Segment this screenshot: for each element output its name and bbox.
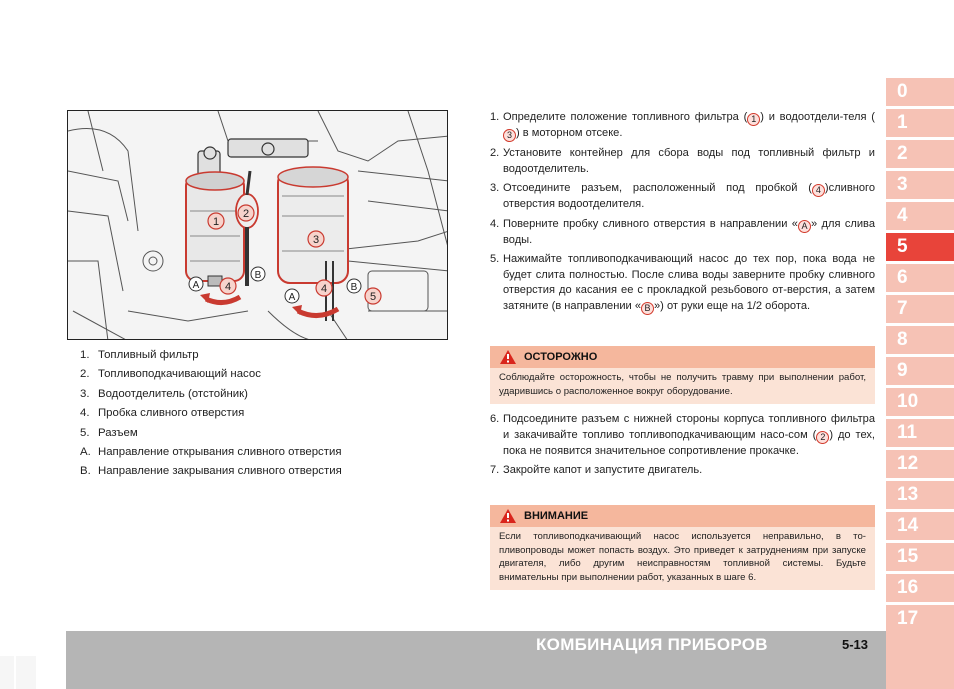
step-number: 5. [490, 253, 500, 265]
figure-legend [80, 346, 440, 482]
direction-b-left-label: B [254, 270, 262, 281]
page-number: 5-13 [842, 637, 869, 652]
direction-a-right [285, 289, 299, 303]
section-title: КОМБИНАЦИЯ ПРИБОРОВ [536, 635, 768, 654]
step-item [490, 146, 875, 177]
step-item [490, 252, 875, 315]
step-item [490, 463, 875, 479]
direction-b-right-label: B [350, 282, 358, 293]
engine-bay-drawing [68, 111, 448, 340]
step-text: Нажимайте топливоподкачивающий насос до тех пор, пока вода не будет слита полностью. После слива воды заверните пробку сливного отверстия до касания ее с прокладкой резьбового от-верстия, а затем затяните (в направлении « B ») от руки еще на 1/2 оборота. [503, 253, 875, 313]
callout-inline-b: B [641, 302, 654, 315]
callout-4-left [220, 278, 236, 294]
legend-text: Пробка сливного отверстия [98, 407, 245, 420]
step-text: Определите положение топливного фильтра ( 1 ) и водоотдели-теля (3 ) в моторном отсеке. [503, 111, 875, 140]
callout-5-label: 5 [369, 291, 377, 303]
legend-text: Направление закрывания сливного отверстия [98, 465, 342, 478]
callout-4-right-label: 4 [320, 283, 328, 295]
tab-chapter-12[interactable]: 12 [886, 450, 954, 478]
callout-1-label: 1 [212, 216, 220, 228]
step-text: Поверните пробку сливного отверстия в направлении « A » для слива воды. [503, 217, 875, 246]
step-number: 3. [490, 182, 500, 194]
corner-block [0, 656, 36, 689]
step-text: Закройте капот и запустите двигатель. [503, 464, 703, 476]
tab-chapter-2[interactable]: 2 [886, 140, 954, 168]
tab-chapter-15[interactable]: 15 [886, 543, 954, 571]
direction-a-left-label: A [192, 280, 200, 291]
callout-2-label: 2 [242, 208, 250, 220]
caution-header [490, 505, 875, 527]
callout-4-right [316, 280, 332, 296]
tab-chapter-11[interactable]: 11 [886, 419, 954, 447]
legend-item [80, 424, 440, 443]
callout-inline-1: 1 [747, 113, 760, 126]
tab-chapter-14[interactable]: 14 [886, 512, 954, 540]
callout-3-label: 3 [312, 234, 320, 246]
warning-triangle-icon [500, 509, 516, 523]
step-number: 7. [490, 464, 500, 476]
caution-title: ВНИМАНИЕ [524, 510, 589, 522]
tab-chapter-13[interactable]: 13 [886, 481, 954, 509]
direction-a-left [189, 277, 203, 291]
callout-3 [308, 231, 324, 247]
callout-inline-2: 2 [816, 431, 829, 444]
legend-key: 3. [80, 387, 90, 400]
tab-chapter-5[interactable]: 5 [886, 233, 954, 261]
legend-item [80, 404, 440, 423]
direction-a-right-label: A [288, 292, 296, 303]
legend-key: 1. [80, 349, 90, 361]
step-text: Отсоедините разъем, расположенный под пробкой ( 4 )сливного отверстия водоотделителя. [503, 182, 875, 210]
caution-text: Если топливоподкачивающий насос используется неправильно, в то-пливопроводы может попасть воздух. Это приведет к затруднениям при запуске двигателя, либо другим неисправностям топливной системы. Будьте внимательны при выполнении работ, указанных в шаге 6. [499, 531, 866, 583]
legend-key: 5. [80, 426, 90, 439]
legend-text: Разъем [98, 426, 138, 439]
legend-item [80, 385, 440, 404]
legend-text: Водоотделитель (отстойник) [98, 387, 248, 400]
tab-chapter-1[interactable]: 1 [886, 109, 954, 137]
step-text: Установите контейнер для сбора воды под топливный фильтр и водоотделитель. [503, 147, 875, 175]
legend-key: B. [80, 465, 91, 478]
fuel-filter-diagram [67, 110, 448, 340]
legend-key: 2. [80, 368, 90, 381]
warning-box [490, 346, 875, 404]
steps-list-mid [490, 412, 875, 483]
legend-key: A. [80, 446, 91, 459]
legend-text: Направление открывания сливного отверстия [98, 446, 342, 459]
legend-item [80, 346, 440, 365]
tab-chapter-17[interactable]: 17 [886, 605, 954, 633]
tab-column-footer [886, 631, 954, 689]
callout-inline-3: 3 [503, 129, 516, 142]
step-number: 6. [490, 413, 500, 425]
direction-b-right [347, 279, 361, 293]
legend-item [80, 365, 440, 384]
callout-5 [365, 288, 381, 304]
tab-chapter-7[interactable]: 7 [886, 295, 954, 323]
warning-title: ОСТОРОЖНО [524, 351, 598, 363]
direction-b-left [251, 267, 265, 281]
step-item [490, 412, 875, 459]
tab-chapter-9[interactable]: 9 [886, 357, 954, 385]
legend-text: Топливный фильтр [98, 349, 199, 361]
tab-chapter-6[interactable]: 6 [886, 264, 954, 292]
step-text: Подсоедините разъем с нижней стороны корпуса топливного фильтра и закачивайте топливо топливоподкачивающим насо-сом ( 2 ) до тех, пока не появится значительное сопротивление прокачке. [503, 413, 875, 457]
legend-item [80, 462, 440, 481]
legend-key: 4. [80, 407, 90, 420]
legend-item [80, 443, 440, 462]
chapter-tabs [886, 78, 954, 636]
callout-inline-a: A [798, 220, 811, 233]
step-item [490, 217, 875, 249]
page-footer [66, 631, 886, 689]
warning-header [490, 346, 875, 368]
tab-chapter-8[interactable]: 8 [886, 326, 954, 354]
step-item [490, 110, 875, 142]
warning-text: Соблюдайте осторожность, чтобы не получить травму при выполнении работ, ударившись о расположенное вокруг оборудование. [499, 372, 866, 397]
step-item [490, 181, 875, 213]
tab-chapter-10[interactable]: 10 [886, 388, 954, 416]
tab-chapter-4[interactable]: 4 [886, 202, 954, 230]
callout-inline-4: 4 [812, 184, 825, 197]
tab-chapter-3[interactable]: 3 [886, 171, 954, 199]
step-number: 1. [490, 111, 500, 123]
tab-chapter-0[interactable]: 0 [886, 78, 954, 106]
steps-list-top [490, 110, 875, 319]
callout-2 [238, 205, 254, 221]
legend-text: Топливоподкачивающий насос [98, 368, 261, 381]
caution-box [490, 505, 875, 590]
step-number: 2. [490, 147, 500, 159]
corner-divider [14, 656, 16, 689]
callout-4-left-label: 4 [224, 281, 232, 293]
callout-1 [208, 213, 224, 229]
tab-chapter-16[interactable]: 16 [886, 574, 954, 602]
step-number: 4. [490, 217, 500, 230]
warning-icon [500, 350, 516, 364]
